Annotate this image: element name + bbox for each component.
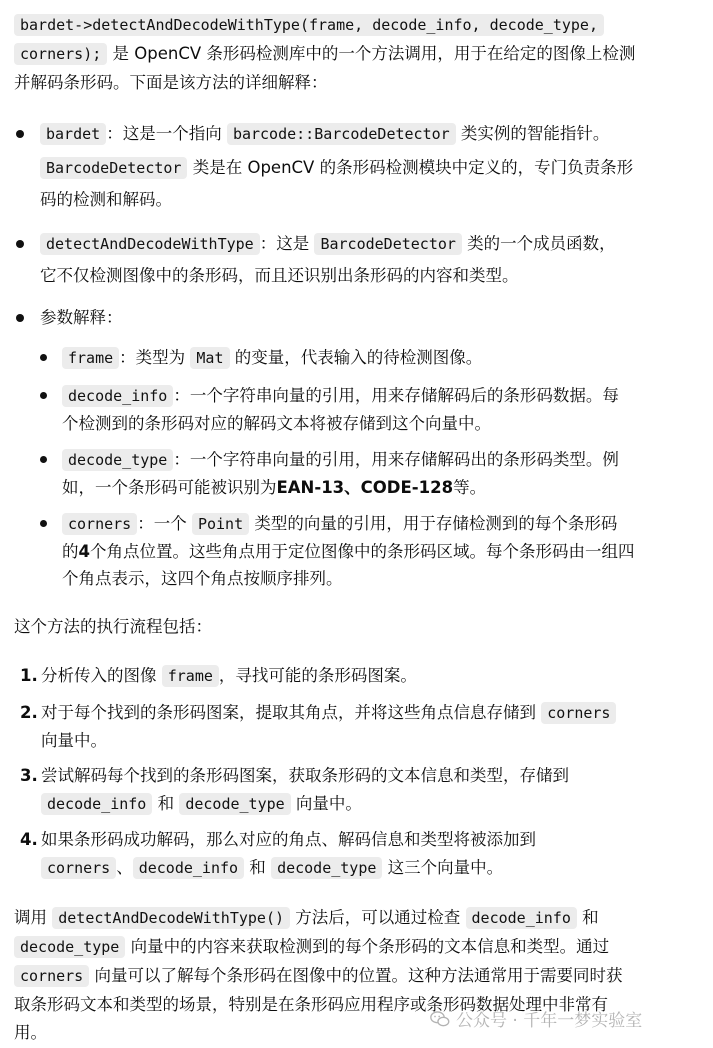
text: 等。: [453, 478, 487, 497]
code-inline: decode_type: [179, 793, 290, 815]
bullet-dot: [40, 392, 47, 399]
text: ：类型为: [119, 348, 191, 367]
text: 类的一个成员函数，: [461, 234, 616, 253]
code-inline: corners: [41, 857, 116, 879]
code-inline: decode_info: [62, 385, 173, 407]
text: ：一个: [137, 514, 192, 533]
bullet-dot: [16, 240, 24, 248]
text: 用。: [14, 1023, 47, 1042]
code-inline: BarcodeDetector: [40, 157, 187, 179]
text: 对于每个找到的条形码图案，提取其角点，并将这些角点信息存储到: [41, 703, 542, 722]
code-inline: corners: [62, 513, 137, 535]
code-inline: detectAndDecodeWithType: [40, 233, 260, 255]
bullet-dot: [16, 314, 24, 322]
step-number: 3.: [20, 766, 38, 785]
text-bold: EAN-13、CODE-128: [276, 478, 454, 497]
code-inline: corners: [541, 702, 616, 724]
code-inline: decode_type: [271, 857, 382, 879]
code-inline: BarcodeDetector: [314, 233, 461, 255]
text-bold: 4: [78, 542, 90, 561]
code-inline: decode_info: [133, 857, 244, 879]
text: 的: [62, 542, 79, 561]
intro-text: 并解码条形码。下面是该方法的详细解释：: [14, 73, 328, 92]
code-inline: Mat: [190, 347, 229, 369]
text: ，寻找可能的条形码图案。: [218, 666, 417, 685]
text: 这三个向量中。: [382, 858, 504, 877]
text: ：这是一个指向: [106, 124, 227, 143]
code-inline: frame: [62, 347, 119, 369]
text: 方法后，可以通过检查: [290, 908, 466, 927]
text: 个检测到的条形码对应的解码文本将被存储到这个向量中。: [62, 414, 491, 433]
code-inline: barcode::BarcodeDetector: [227, 123, 456, 145]
code-inline: corners);: [14, 43, 107, 65]
watermark: [430, 1006, 642, 1031]
code-inline: detectAndDecodeWithType(): [52, 907, 290, 929]
text: 如果条形码成功解码，那么对应的角点、解码信息和类型将被添加到: [41, 830, 536, 849]
text: 和: [576, 908, 599, 927]
code-inline: Point: [192, 513, 249, 535]
text: 类型的向量的引用，用于存储检测到的每个条形码: [249, 514, 618, 533]
code-inline: bardet->detectAndDecodeWithType(frame, decode_info, decode_type,: [14, 14, 604, 36]
text: 分析传入的图像: [41, 666, 162, 685]
code-inline: decode_info: [466, 907, 577, 929]
code-inline: bardet: [40, 123, 106, 145]
text: 它不仅检测图像中的条形码，而且还识别出条形码的内容和类型。: [40, 266, 519, 285]
text: 个角点位置。这些角点用于定位图像中的条形码区域。每个条形码由一组四: [89, 542, 635, 561]
code-inline: corners: [14, 965, 89, 987]
text: 个角点表示，这四个角点按顺序排列。: [62, 569, 343, 588]
text: ：这是: [259, 234, 315, 253]
text: 和: [152, 794, 180, 813]
code-inline: decode_info: [41, 793, 152, 815]
step-number: 4.: [20, 830, 38, 849]
bullet-dot: [40, 456, 47, 463]
text: 调用: [14, 908, 53, 927]
text: 尝试解码每个找到的条形码图案，获取条形码的文本信息和类型，存储到: [41, 766, 569, 785]
text: 类实例的智能指针。: [455, 124, 610, 143]
step-number: 1.: [20, 666, 38, 685]
text: 码的检测和解码。: [40, 190, 172, 209]
text: 向量可以了解每个条形码在图像中的位置。这种方法通常用于需要同时获: [89, 966, 623, 985]
text: 向量中的内容来获取检测到的每个条形码的文本信息和类型。通过: [125, 937, 610, 956]
text: 和: [244, 858, 272, 877]
text: 参数解释：: [40, 308, 123, 327]
code-inline: frame: [162, 665, 219, 687]
bullet-dot: [40, 520, 47, 527]
code-inline: decode_type: [14, 936, 125, 958]
step-number: 2.: [20, 703, 38, 722]
wechat-icon: [430, 1009, 450, 1029]
text: 取条形码文本和类型的场景，特别是在条形码应用程序或条形码数据处理中非常有: [14, 995, 608, 1014]
text: 向量中。: [41, 731, 107, 750]
text: ：一个字符串向量的引用，用来存储解码后的条形码数据。每: [173, 386, 619, 405]
flow-title: 这个方法的执行流程包括：: [14, 617, 212, 636]
text: 的变量，代表输入的待检测图像。: [229, 348, 483, 367]
text: 如，一个条形码可能被识别为: [62, 478, 277, 497]
text: ：一个字符串向量的引用，用来存储解码出的条形码类型。例: [173, 450, 619, 469]
code-inline: decode_type: [62, 449, 173, 471]
intro-text: 是 OpenCV 条形码检测库中的一个方法调用，用于在给定的图像上检测: [107, 44, 636, 63]
text: 向量中。: [290, 794, 362, 813]
watermark-text: 公众号 · 千年一梦实验室: [456, 1011, 643, 1031]
bullet-dot: [16, 130, 24, 138]
text: 、: [116, 858, 133, 877]
bullet-dot: [40, 354, 47, 361]
text: 类是在 OpenCV 的条形码检测模块中定义的，专门负责条形: [187, 158, 634, 177]
